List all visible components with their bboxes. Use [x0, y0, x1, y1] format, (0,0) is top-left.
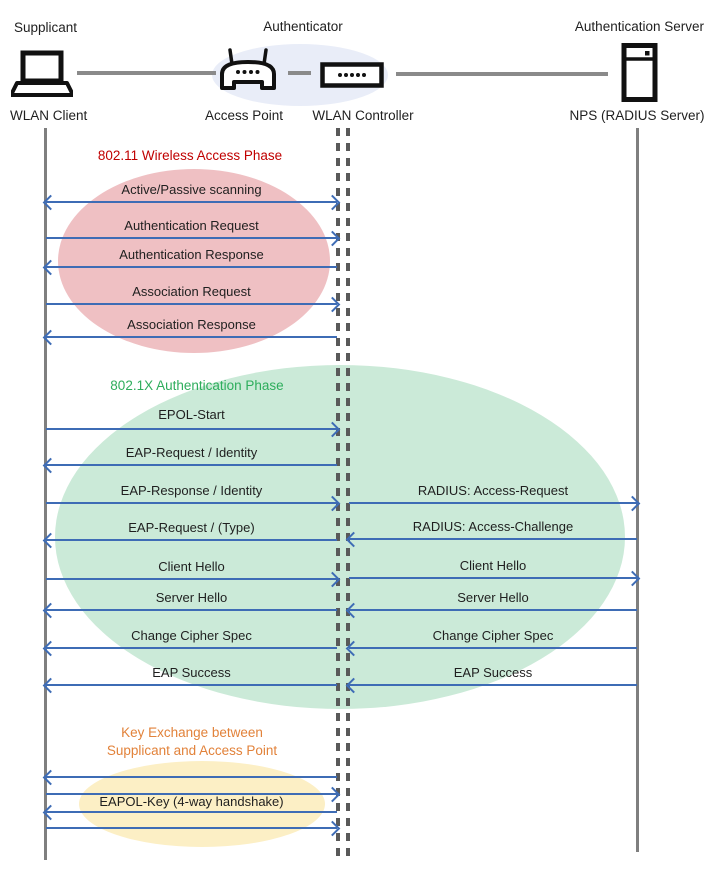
wlan-controller-icon — [320, 62, 384, 88]
phase3-title-line2: Supplicant and Access Point — [106, 743, 278, 758]
server-icon — [621, 43, 658, 102]
connector-ap-controller — [288, 71, 311, 75]
connector-controller-server — [396, 72, 608, 76]
role-label-authenticator: Authenticator — [263, 19, 343, 34]
role-label-authentication-server: Authentication Server — [574, 19, 704, 34]
device-label-wlan-controller: WLAN Controller — [312, 108, 414, 123]
device-label-wlan-client: WLAN Client — [10, 108, 88, 123]
laptop-icon — [11, 50, 73, 98]
device-label-nps-radius-server: NPS (RADIUS Server) — [569, 108, 705, 123]
phase1-title: 802.11 Wireless Access Phase — [97, 148, 283, 163]
access-point-icon — [218, 46, 278, 96]
connector-client-ap — [77, 71, 216, 75]
sequence-diagram: Supplicant Authenticator Authentication Server WLAN Client Access Point WLAN Controller NPS (RADIUS Server) 802.11 Wireless Access Phase 802.1X Authentication Phase Key Exchange between Supplicant and Access Point Active/Passive scanning Authentication Request Authentication Response Association Request Association Response EPOL-Start EAP-Request / Identity EAP-Response / Identity EAP-Request / (Type) Client Hello Server Hello Change Cipher Spec EAP Success EAPOL-Key (4-way handshake) RADIUS: Access-Request RADIUS: Access-Challenge Client Hello Server Hello Change Cipher Spec EAP Success — [0, 0, 713, 875]
role-label-supplicant: Supplicant — [14, 20, 78, 35]
device-label-access-point: Access Point — [204, 108, 284, 123]
phase3-title-line1: Key Exchange between — [121, 725, 263, 740]
phase2-title: 802.1X Authentication Phase — [110, 378, 284, 393]
